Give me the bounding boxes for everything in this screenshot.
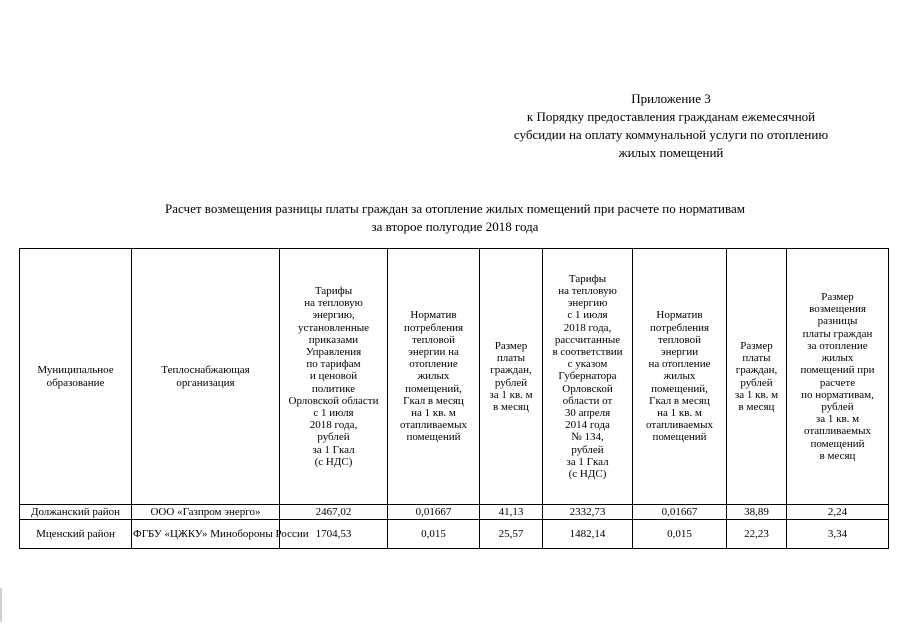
cell-supplier: ФГБУ «ЦЖКУ» Минобороны России bbox=[132, 520, 280, 549]
appendix-line: Приложение 3 bbox=[631, 91, 711, 106]
cell-tariff-established: 1704,53 bbox=[280, 520, 388, 549]
cell-tariff-calculated: 2332,73 bbox=[543, 505, 633, 520]
header-heat-supplier: Теплоснабжающая организация bbox=[132, 249, 280, 505]
cell-supplier: ООО «Газпром энерго» bbox=[132, 505, 280, 520]
cell-municipality: Мценский район bbox=[20, 520, 132, 549]
header-tariff-established: Тарифы на тепловую энергию, установленные приказами Управления по тарифам и ценовой политике Орловской области с 1 июля 2018 года, рублей за 1 Гкал (с НДС) bbox=[280, 249, 388, 505]
cell-norm-2: 0,01667 bbox=[633, 505, 727, 520]
header-citizen-payment-1: Размер платы граждан, рублей за 1 кв. м в месяц bbox=[480, 249, 543, 505]
cell-payment-1: 25,57 bbox=[480, 520, 543, 549]
cell-payment-1: 41,13 bbox=[480, 505, 543, 520]
cell-compensation: 3,34 bbox=[787, 520, 889, 549]
cell-norm-1: 0,01667 bbox=[388, 505, 480, 520]
scan-edge-mark bbox=[0, 588, 2, 622]
title-line: Расчет возмещения разницы платы граждан за отопление жилых помещений при расчете по нормативам bbox=[165, 201, 745, 216]
header-consumption-norm-2: Норматив потребления тепловой энергии на отопление жилых помещений, Гкал в месяц на 1 кв. м отапливаемых помещений bbox=[633, 249, 727, 505]
header-consumption-norm-1: Норматив потребления тепловой энергии на отопление жилых помещений, Гкал в месяц на 1 кв. м отапливаемых помещений bbox=[388, 249, 480, 505]
header-citizen-payment-2: Размер платы граждан, рублей за 1 кв. м в месяц bbox=[727, 249, 787, 505]
cell-compensation: 2,24 bbox=[787, 505, 889, 520]
cell-municipality: Должанский район bbox=[20, 505, 132, 520]
cell-norm-2: 0,015 bbox=[633, 520, 727, 549]
appendix-line: субсидии на оплату коммунальной услуги по отоплению bbox=[513, 127, 829, 142]
cell-payment-2: 22,23 bbox=[727, 520, 787, 549]
table-row bbox=[20, 520, 889, 549]
appendix-header bbox=[470, 90, 872, 162]
cell-tariff-established: 2467,02 bbox=[280, 505, 388, 520]
header-tariff-calculated: Тарифы на тепловую энергию с 1 июля 2018 года, рассчитанные в соответствии с указом Губернатора Орловской области от 30 апреля 2014 года № 134, рублей за 1 Гкал (с НДС) bbox=[543, 249, 633, 505]
cell-tariff-calculated: 1482,14 bbox=[543, 520, 633, 549]
appendix-line: к Порядку предоставления гражданам ежемесячной bbox=[526, 109, 816, 124]
header-compensation-amount: Размер возмещения разницы платы граждан за отопление жилых помещений при расчете по нормативам, рублей за 1 кв. м отапливаемых помещений в месяц bbox=[787, 249, 889, 505]
cell-norm-1: 0,015 bbox=[388, 520, 480, 549]
table-row bbox=[20, 505, 889, 520]
title-line: за второе полугодие 2018 года bbox=[371, 219, 539, 234]
cell-payment-2: 38,89 bbox=[727, 505, 787, 520]
compensation-table bbox=[19, 248, 889, 549]
header-municipality: Муниципальное образование bbox=[20, 249, 132, 505]
appendix-line: жилых помещений bbox=[618, 145, 724, 160]
document-title bbox=[80, 200, 830, 236]
